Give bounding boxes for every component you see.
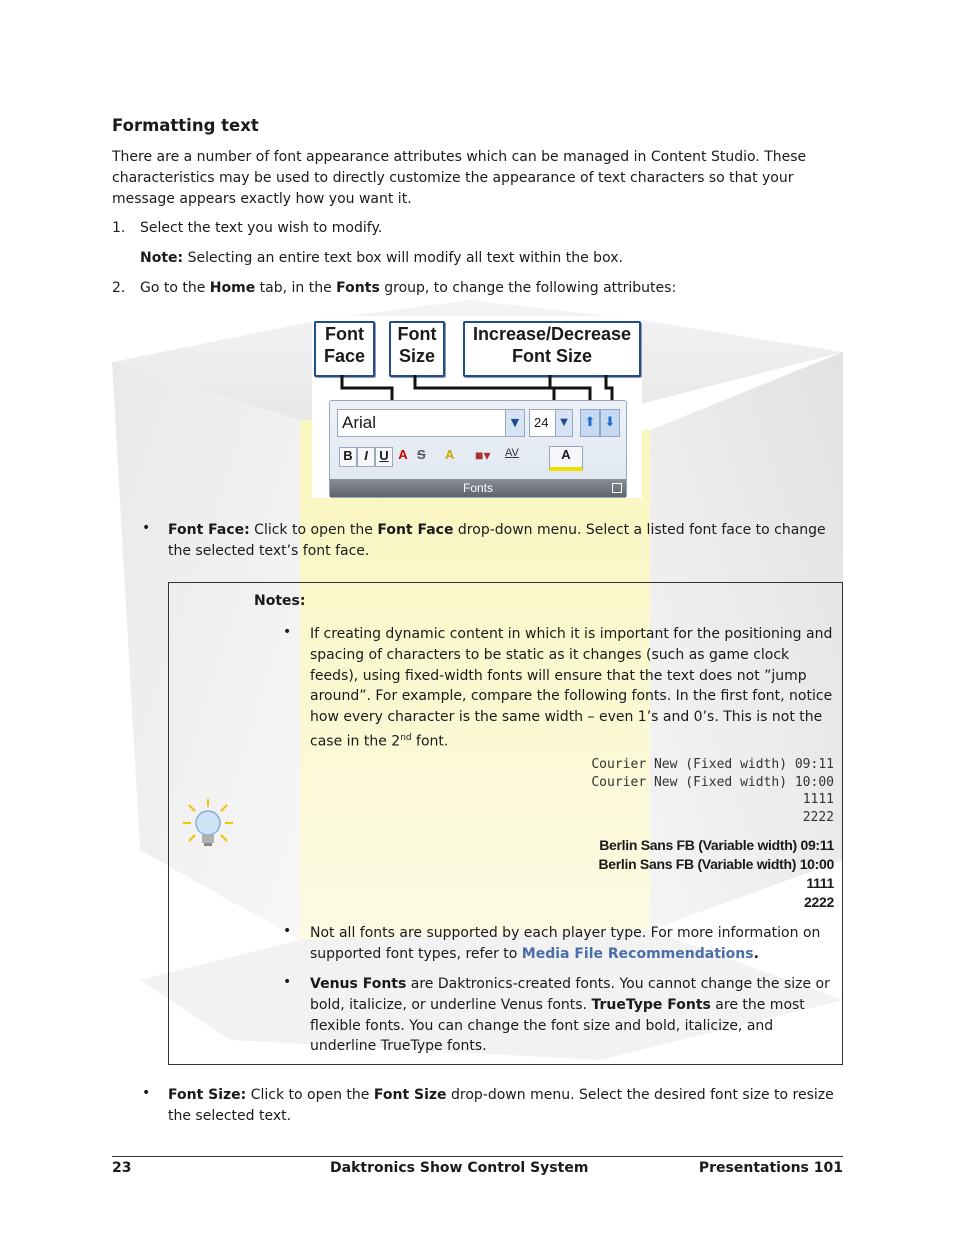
notes-item-text: are the most flexible fonts. You can change the font size and bold, italicize, and underline TrueType fonts. [310, 996, 805, 1055]
italic-button[interactable]: I [357, 447, 375, 467]
venus-fonts-term: Venus Fonts [310, 976, 407, 992]
footer-title: Daktronics Show Control System [330, 1160, 589, 1176]
note-line [140, 248, 623, 269]
strikethrough-button[interactable]: S [417, 447, 426, 462]
step-number: 2. [112, 280, 126, 296]
fonts-group-label: Fonts [462, 481, 493, 495]
berlin-line: 1111 [806, 875, 834, 891]
courier-line: 1111 [802, 792, 834, 807]
grow-font-button[interactable]: ⬆ [580, 409, 600, 437]
font-face-value: Arial [342, 413, 377, 432]
step-text: Select the text you wish to modify. [140, 220, 383, 236]
text-effects-button[interactable]: A [445, 447, 455, 462]
step-text [140, 278, 676, 299]
berlin-line: 2222 [804, 894, 834, 910]
notes-item-venus [310, 974, 835, 1057]
fonts-ribbon-group [329, 400, 627, 498]
callout-font-size: Font Size [389, 321, 445, 377]
courier-line: Courier New (Fixed width) 10:00 [591, 774, 834, 790]
text-part: drop-down menu. Select a listed font face to change the selected text’s font face. [168, 522, 826, 559]
notes-item-text: are Daktronics-created fonts. You cannot change the size or bold, italicize, or underline Venus fonts. [310, 976, 830, 1013]
courier-line: 2222 [802, 809, 834, 825]
notes-title: Notes: [254, 593, 306, 609]
notes-item-text: . [753, 945, 759, 962]
bullet-dot: • [283, 923, 292, 939]
highlight-button[interactable]: ■▾ [475, 447, 491, 463]
courier-samples [434, 756, 834, 826]
berlin-line: Berlin Sans FB (Variable width) 10:00 [598, 856, 834, 872]
lightbulb-icon [181, 797, 237, 853]
notes-box [168, 582, 843, 1065]
page-footer [112, 1156, 843, 1187]
font-size-label: Font Size: [168, 1087, 247, 1103]
font-size-dropdown[interactable] [529, 409, 573, 437]
shrink-font-button[interactable]: ⬇ [600, 409, 620, 437]
berlin-line: Berlin Sans FB (Variable width) 09:11 [599, 837, 834, 853]
text-part: Click to open the [249, 522, 378, 538]
chevron-down-icon[interactable]: ▼ [505, 410, 524, 436]
format-toolbar [337, 445, 585, 467]
fonts-group-ref: Fonts [336, 280, 380, 296]
footer-section: Presentations 101 [698, 1160, 843, 1176]
notes-item-text: font. [411, 733, 449, 750]
note-label: Note: [140, 250, 184, 266]
shadow-button[interactable]: A [398, 447, 408, 462]
font-size-value: 24 [534, 415, 549, 430]
font-face-dropdown[interactable] [337, 409, 525, 437]
underline-button[interactable]: U [375, 447, 393, 467]
font-face-label: Font Face: [168, 522, 250, 538]
berlin-samples [434, 836, 834, 912]
section-heading: Formatting text [112, 116, 259, 135]
font-face-name: Font Face [377, 522, 454, 538]
notes-item-text: Not all fonts are supported by each player type. For more information on supported font types, refer to [310, 925, 821, 962]
dialog-launcher-icon[interactable] [612, 483, 622, 493]
courier-line: Courier New (Fixed width) 09:11 [591, 757, 834, 772]
fonts-group-label-bar [330, 479, 626, 497]
home-tab-ref: Home [209, 280, 256, 296]
bullet-dot: • [142, 520, 151, 536]
bullet-dot: • [283, 624, 292, 640]
fonts-figure [312, 316, 642, 498]
media-file-recommendations-link[interactable]: Media File Recommendations [521, 945, 754, 962]
text-part: drop-down menu. Select the desired font size to resize the selected text. [168, 1087, 834, 1124]
intro-paragraph: There are a number of font appearance attributes which can be managed in Content Studio. These characteristics may be used to directly customize the appearance of text characters so that your message appears exactly how you want it. [112, 149, 807, 207]
font-face-description [168, 520, 843, 562]
font-size-name: Font Size [373, 1087, 447, 1103]
callout-font-face: Font Face [314, 321, 375, 377]
font-color-button[interactable]: A [549, 446, 583, 471]
bullet-dot: • [142, 1085, 151, 1101]
note-text: Selecting an entire text box will modify all text within the box. [183, 250, 623, 266]
notes-item-text: If creating dynamic content in which it is important for the positioning and spacing of characters to be static as it changes (such as game clock feeds), using fixed-width fonts will ensure that the text does not ”jump around”. For example, compare the following fonts. In the first font, notice how every character is the same width – even 1’s and 0’s. This is not the case in the 2 [310, 626, 833, 750]
ordinal-superscript: nd [400, 732, 412, 743]
notes-item-fixed-width [310, 624, 835, 752]
step-text-part: group, to change the following attributes: [379, 280, 677, 296]
page-number: 23 [112, 1160, 132, 1176]
step-text-part: Go to the [140, 280, 210, 296]
character-spacing-button[interactable]: AV [505, 447, 519, 459]
notes-item-support [310, 923, 835, 965]
chevron-down-icon[interactable]: ▼ [555, 410, 572, 436]
text-part: Click to open the [246, 1087, 374, 1103]
bullet-dot: • [283, 974, 292, 990]
font-size-description [168, 1085, 843, 1127]
bold-button[interactable]: B [339, 447, 357, 467]
step-text-part: tab, in the [255, 280, 337, 296]
truetype-fonts-term: TrueType Fonts [591, 996, 711, 1013]
step-number: 1. [112, 220, 126, 236]
callout-increase-decrease: Increase/Decrease Font Size [463, 321, 641, 377]
